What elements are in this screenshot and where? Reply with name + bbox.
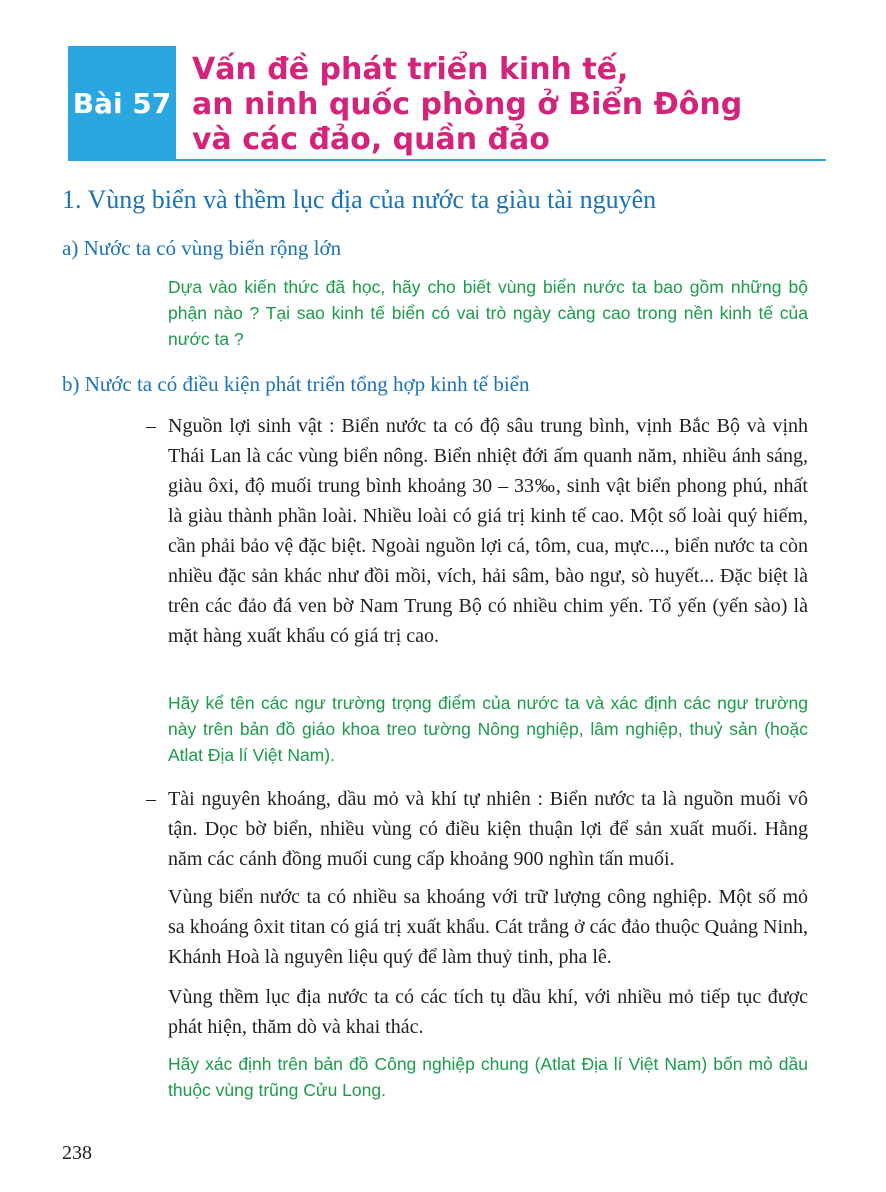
section-heading: 1. Vùng biển và thềm lục địa của nước ta giàu tài nguyên bbox=[62, 185, 657, 214]
page-title bbox=[192, 52, 832, 157]
header-divider bbox=[68, 159, 826, 161]
question-fishing-grounds: Hãy kể tên các ngư trường trọng điểm của nước ta và xác định các ngư trường này trên bản đồ giáo khoa treo tường Nông nghiệp, lâm nghiệp, thuỷ sản (hoặc Atlat Địa lí Việt Nam). bbox=[168, 693, 808, 765]
title-line: và các đảo, quần đảo bbox=[192, 122, 550, 157]
lesson-label: Bài 57 bbox=[68, 46, 176, 160]
subsection-heading-b: b) Nước ta có điều kiện phát triển tổng hợp kinh tế biển bbox=[62, 372, 530, 396]
bullet-dash: – bbox=[146, 415, 156, 437]
paragraph-biological-resources: Nguồn lợi sinh vật : Biển nước ta có độ sâu trung bình, vịnh Bắc Bộ và vịnh Thái Lan là các vùng biển nông. Biển nhiệt đới ấm quanh năm, nhiều ánh sáng, giàu ôxi, độ muối trung bình khoảng 30 – 33‰, sinh vật biển phong phú, nhất là giàu thành phần loài. Nhiều loài có giá trị kinh tế cao. Một số loài quý hiếm, cần phải bảo vệ đặc biệt. Ngoài nguồn lợi cá, tôm, cua, mực..., biển nước ta còn nhiều đặc sản khác như đồi mồi, vích, hải sâm, bào ngư, sò huyết... Đặc biệt là trên các đảo đá ven bờ Nam Trung Bộ có nhiều chim yến. Tổ yến (yến sào) là mặt hàng xuất khẩu có giá trị cao. bbox=[168, 415, 808, 647]
paragraph-minerals: Tài nguyên khoáng, dầu mỏ và khí tự nhiên : Biển nước ta là nguồn muối vô tận. Dọc bờ biển, nhiều vùng có điều kiện thuận lợi để sản xuất muối. Hằng năm các cánh đồng muối cung cấp khoảng 900 nghìn tấn muối. bbox=[168, 788, 808, 870]
title-line: an ninh quốc phòng ở Biển Đông bbox=[192, 87, 743, 122]
page-number: 238 bbox=[62, 1142, 92, 1164]
subsection-heading-a: a) Nước ta có vùng biển rộng lớn bbox=[62, 236, 342, 260]
paragraph-sand-minerals: Vùng biển nước ta có nhiều sa khoáng với trữ lượng công nghiệp. Một số mỏ sa khoáng ôxit titan có giá trị xuất khẩu. Cát trắng ở các đảo thuộc Quảng Ninh, Khánh Hoà là nguyên liệu quý để làm thuỷ tinh, pha lê. bbox=[168, 886, 808, 968]
bullet-dash: – bbox=[146, 788, 156, 810]
question-oil-fields: Hãy xác định trên bản đồ Công nghiệp chung (Atlat Địa lí Việt Nam) bốn mỏ dầu thuộc vùng trũng Cửu Long. bbox=[168, 1054, 808, 1100]
paragraph-oil-gas: Vùng thềm lục địa nước ta có các tích tụ dầu khí, với nhiều mỏ tiếp tục được phát hiện, thăm dò và khai thác. bbox=[168, 986, 808, 1038]
question-a: Dựa vào kiến thức đã học, hãy cho biết vùng biển nước ta bao gồm những bộ phận nào ? Tại sao kinh tế biển có vai trò ngày càng cao trong nền kinh tế của nước ta ? bbox=[168, 277, 808, 349]
title-line: Vấn đề phát triển kinh tế, bbox=[192, 52, 629, 87]
